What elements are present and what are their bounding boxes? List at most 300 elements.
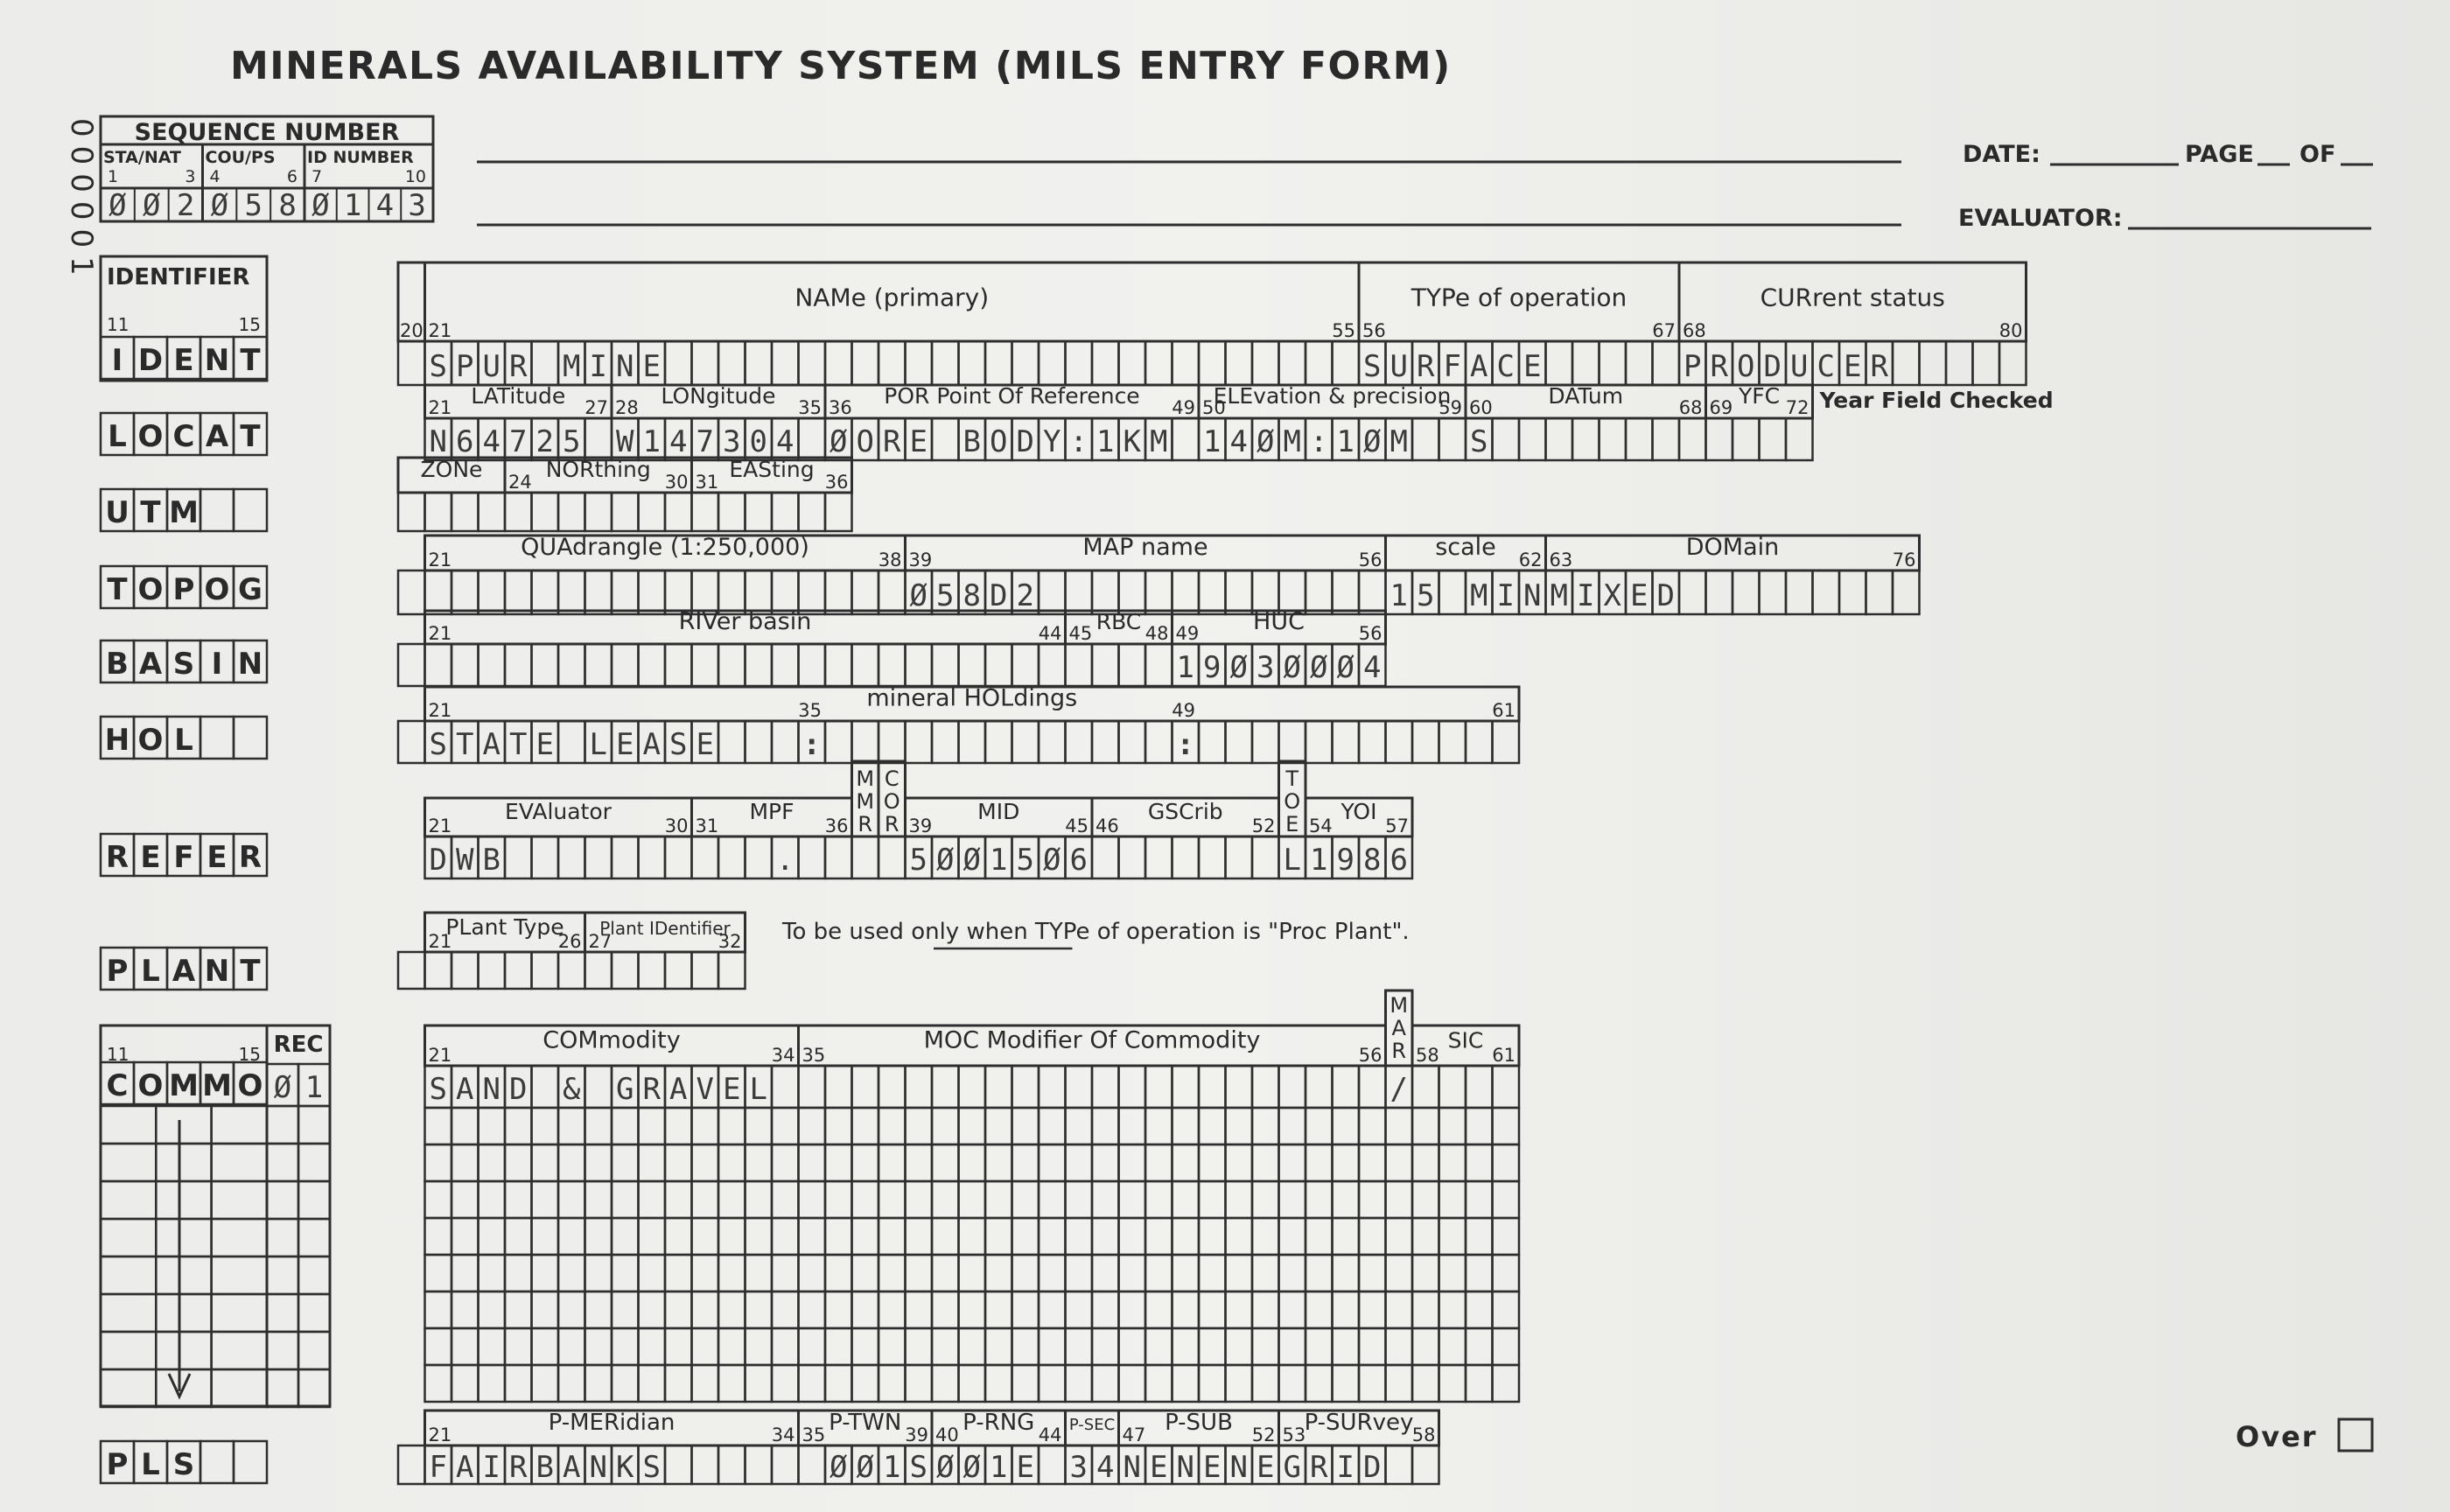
commo-rec-repeat-cell[interactable] bbox=[267, 1144, 298, 1181]
char-cell[interactable] bbox=[612, 952, 639, 989]
char-cell[interactable] bbox=[1172, 1292, 1200, 1328]
char-cell[interactable] bbox=[1359, 1218, 1386, 1255]
char-cell[interactable] bbox=[825, 644, 852, 686]
char-cell[interactable] bbox=[1786, 418, 1813, 460]
char-cell[interactable] bbox=[639, 493, 666, 531]
char-cell[interactable] bbox=[906, 1365, 933, 1402]
char-cell[interactable] bbox=[1600, 418, 1627, 460]
char-cell[interactable] bbox=[718, 1446, 746, 1484]
char-cell[interactable] bbox=[665, 1255, 692, 1292]
char-cell[interactable] bbox=[1306, 1365, 1333, 1402]
char-cell[interactable] bbox=[1039, 1144, 1066, 1181]
char-cell[interactable] bbox=[1145, 1292, 1172, 1328]
char-cell[interactable] bbox=[692, 952, 719, 989]
commo-repeat-cell[interactable] bbox=[101, 1181, 156, 1219]
char-cell[interactable] bbox=[1893, 341, 1920, 385]
char-cell[interactable] bbox=[1439, 1144, 1466, 1181]
char-cell[interactable] bbox=[452, 1328, 479, 1365]
commo-repeat-cell[interactable] bbox=[156, 1294, 211, 1332]
char-cell[interactable] bbox=[1012, 1108, 1040, 1144]
char-cell[interactable] bbox=[1199, 836, 1226, 878]
char-cell[interactable] bbox=[1172, 418, 1200, 460]
char-cell[interactable] bbox=[1092, 1108, 1119, 1144]
char-cell[interactable] bbox=[1706, 570, 1733, 614]
char-cell[interactable] bbox=[1466, 721, 1493, 763]
char-cell[interactable] bbox=[932, 1144, 959, 1181]
char-cell[interactable] bbox=[1066, 721, 1093, 763]
commo-repeat-cell[interactable] bbox=[212, 1219, 267, 1256]
char-cell[interactable] bbox=[825, 1255, 852, 1292]
char-cell[interactable] bbox=[1012, 1218, 1040, 1255]
char-cell[interactable] bbox=[585, 1292, 612, 1328]
char-cell[interactable] bbox=[1039, 1181, 1066, 1218]
char-cell[interactable] bbox=[746, 1181, 773, 1218]
char-cell[interactable] bbox=[718, 1365, 746, 1402]
commo-repeat-cell[interactable] bbox=[212, 1144, 267, 1181]
char-cell[interactable] bbox=[452, 952, 479, 989]
char-cell[interactable] bbox=[799, 1292, 826, 1328]
char-cell[interactable] bbox=[1493, 1365, 1520, 1402]
commo-repeat-cell[interactable] bbox=[156, 1181, 211, 1219]
char-cell[interactable] bbox=[718, 493, 746, 531]
char-cell[interactable] bbox=[1199, 1328, 1226, 1365]
char-cell[interactable] bbox=[959, 1218, 986, 1255]
char-cell[interactable] bbox=[799, 341, 826, 385]
char-cell[interactable] bbox=[692, 1446, 719, 1484]
char-cell[interactable] bbox=[1333, 1328, 1360, 1365]
char-cell[interactable] bbox=[479, 1255, 506, 1292]
char-cell[interactable] bbox=[1119, 1108, 1146, 1144]
char-cell[interactable] bbox=[1199, 721, 1226, 763]
char-cell[interactable] bbox=[558, 1328, 585, 1365]
commo-rec-repeat-cell[interactable] bbox=[298, 1256, 330, 1294]
char-cell[interactable] bbox=[692, 836, 719, 878]
char-cell[interactable] bbox=[1066, 1144, 1093, 1181]
char-cell[interactable] bbox=[1359, 570, 1386, 614]
char-cell[interactable] bbox=[1226, 1181, 1253, 1218]
char-cell[interactable] bbox=[479, 1144, 506, 1181]
char-cell[interactable] bbox=[558, 1144, 585, 1181]
char-cell[interactable] bbox=[1092, 1255, 1119, 1292]
char-cell[interactable] bbox=[1145, 721, 1172, 763]
char-cell[interactable] bbox=[1226, 1292, 1253, 1328]
char-cell[interactable] bbox=[985, 341, 1012, 385]
char-cell[interactable] bbox=[505, 952, 532, 989]
char-cell[interactable] bbox=[1252, 341, 1279, 385]
char-cell[interactable] bbox=[1626, 418, 1653, 460]
char-cell[interactable] bbox=[1066, 1292, 1093, 1328]
char-cell[interactable] bbox=[1145, 570, 1172, 614]
char-cell[interactable] bbox=[1226, 1328, 1253, 1365]
char-cell[interactable] bbox=[1119, 836, 1146, 878]
char-cell[interactable] bbox=[585, 1328, 612, 1365]
commo-rec-repeat-cell[interactable] bbox=[298, 1181, 330, 1219]
char-cell[interactable] bbox=[878, 721, 906, 763]
char-cell[interactable] bbox=[479, 1328, 506, 1365]
char-cell[interactable] bbox=[932, 418, 959, 460]
char-cell[interactable] bbox=[825, 1144, 852, 1181]
char-cell[interactable] bbox=[532, 493, 559, 531]
char-cell[interactable] bbox=[746, 836, 773, 878]
char-cell[interactable] bbox=[932, 1255, 959, 1292]
char-cell[interactable] bbox=[799, 1181, 826, 1218]
char-cell[interactable] bbox=[1252, 1218, 1279, 1255]
char-cell[interactable] bbox=[906, 1108, 933, 1144]
char-cell[interactable] bbox=[985, 1292, 1012, 1328]
char-cell[interactable] bbox=[1066, 1328, 1093, 1365]
char-cell[interactable] bbox=[772, 1181, 799, 1218]
char-cell[interactable] bbox=[452, 1218, 479, 1255]
char-cell[interactable] bbox=[1226, 836, 1253, 878]
commo-repeat-cell[interactable] bbox=[101, 1294, 156, 1332]
char-cell[interactable] bbox=[505, 644, 532, 686]
char-cell[interactable] bbox=[906, 1255, 933, 1292]
char-cell[interactable] bbox=[639, 1108, 666, 1144]
char-cell[interactable] bbox=[558, 836, 585, 878]
char-cell[interactable] bbox=[959, 341, 986, 385]
commo-repeat-cell[interactable] bbox=[101, 1144, 156, 1181]
char-cell[interactable] bbox=[1199, 570, 1226, 614]
char-cell[interactable] bbox=[1813, 570, 1840, 614]
char-cell[interactable] bbox=[532, 1365, 559, 1402]
char-cell[interactable] bbox=[452, 644, 479, 686]
char-cell[interactable] bbox=[1252, 1108, 1279, 1144]
char-cell[interactable] bbox=[852, 1066, 879, 1108]
commo-repeat-cell[interactable] bbox=[101, 1256, 156, 1294]
char-cell[interactable] bbox=[906, 1181, 933, 1218]
char-cell[interactable] bbox=[425, 570, 452, 614]
char-cell[interactable] bbox=[665, 1181, 692, 1218]
commo-repeat-cell[interactable] bbox=[101, 1332, 156, 1369]
char-cell[interactable] bbox=[799, 1328, 826, 1365]
char-cell[interactable] bbox=[1039, 1066, 1066, 1108]
char-cell[interactable] bbox=[1333, 721, 1360, 763]
char-cell[interactable] bbox=[692, 1292, 719, 1328]
commo-rec-repeat-cell[interactable] bbox=[267, 1219, 298, 1256]
char-cell[interactable] bbox=[746, 1108, 773, 1144]
char-cell[interactable] bbox=[1760, 570, 1787, 614]
char-cell[interactable] bbox=[532, 1218, 559, 1255]
char-cell[interactable] bbox=[718, 644, 746, 686]
char-cell[interactable] bbox=[639, 644, 666, 686]
char-cell[interactable] bbox=[1119, 1365, 1146, 1402]
char-cell[interactable] bbox=[1893, 570, 1920, 614]
char-cell[interactable] bbox=[532, 1066, 559, 1108]
char-cell[interactable] bbox=[532, 1108, 559, 1144]
char-cell[interactable] bbox=[425, 1108, 452, 1144]
char-cell[interactable] bbox=[1039, 721, 1066, 763]
char-cell[interactable] bbox=[799, 836, 826, 878]
char-cell[interactable] bbox=[398, 570, 425, 614]
char-cell[interactable] bbox=[1973, 341, 2000, 385]
char-cell[interactable] bbox=[612, 570, 639, 614]
commo-repeat-cell[interactable] bbox=[212, 1106, 267, 1144]
char-cell[interactable] bbox=[906, 1328, 933, 1365]
char-cell[interactable] bbox=[878, 1066, 906, 1108]
commo-repeat-cell[interactable] bbox=[156, 1144, 211, 1181]
char-cell[interactable] bbox=[878, 836, 906, 878]
char-cell[interactable] bbox=[505, 1108, 532, 1144]
char-cell[interactable] bbox=[425, 493, 452, 531]
char-cell[interactable] bbox=[1466, 1365, 1493, 1402]
char-cell[interactable] bbox=[1359, 1292, 1386, 1328]
char-cell[interactable] bbox=[1172, 341, 1200, 385]
char-cell[interactable] bbox=[746, 341, 773, 385]
char-cell[interactable] bbox=[799, 644, 826, 686]
commo-rec-repeat-cell[interactable] bbox=[267, 1106, 298, 1144]
char-cell[interactable] bbox=[1306, 1218, 1333, 1255]
char-cell[interactable] bbox=[1439, 570, 1466, 614]
char-cell[interactable] bbox=[479, 1181, 506, 1218]
char-cell[interactable] bbox=[1145, 1144, 1172, 1181]
char-cell[interactable] bbox=[1466, 1066, 1493, 1108]
char-cell[interactable] bbox=[985, 1108, 1012, 1144]
char-cell[interactable] bbox=[1279, 1365, 1306, 1402]
char-cell[interactable] bbox=[1199, 1181, 1226, 1218]
char-cell[interactable] bbox=[825, 1108, 852, 1144]
char-cell[interactable] bbox=[1172, 1108, 1200, 1144]
char-cell[interactable] bbox=[772, 644, 799, 686]
char-cell[interactable] bbox=[1386, 1292, 1413, 1328]
char-cell[interactable] bbox=[772, 1446, 799, 1484]
char-cell[interactable] bbox=[718, 1328, 746, 1365]
char-cell[interactable] bbox=[852, 1181, 879, 1218]
char-cell[interactable] bbox=[1039, 1292, 1066, 1328]
char-cell[interactable] bbox=[1493, 1328, 1520, 1365]
char-cell[interactable] bbox=[1493, 418, 1520, 460]
char-cell[interactable] bbox=[425, 952, 452, 989]
char-cell[interactable] bbox=[932, 1365, 959, 1402]
over-checkbox[interactable] bbox=[2339, 1419, 2372, 1451]
char-cell[interactable] bbox=[1066, 570, 1093, 614]
commo-repeat-cell[interactable] bbox=[101, 1369, 156, 1407]
char-cell[interactable] bbox=[985, 721, 1012, 763]
char-cell[interactable] bbox=[959, 1108, 986, 1144]
char-cell[interactable] bbox=[1572, 418, 1600, 460]
char-cell[interactable] bbox=[1092, 341, 1119, 385]
char-cell[interactable] bbox=[1306, 1108, 1333, 1144]
char-cell[interactable] bbox=[852, 644, 879, 686]
char-cell[interactable] bbox=[852, 1218, 879, 1255]
char-cell[interactable] bbox=[692, 1365, 719, 1402]
commo-rec-repeat-cell[interactable] bbox=[298, 1219, 330, 1256]
char-cell[interactable] bbox=[959, 1181, 986, 1218]
char-cell[interactable] bbox=[799, 1066, 826, 1108]
char-cell[interactable] bbox=[452, 1365, 479, 1402]
char-cell[interactable] bbox=[1066, 1255, 1093, 1292]
char-cell[interactable] bbox=[932, 1218, 959, 1255]
char-cell[interactable] bbox=[1012, 1066, 1040, 1108]
char-cell[interactable] bbox=[1145, 1365, 1172, 1402]
commo-rec-repeat-cell[interactable] bbox=[298, 1106, 330, 1144]
char-cell[interactable] bbox=[772, 1144, 799, 1181]
char-cell[interactable] bbox=[1092, 1292, 1119, 1328]
char-cell[interactable] bbox=[505, 1255, 532, 1292]
char-cell[interactable] bbox=[718, 1181, 746, 1218]
char-cell[interactable] bbox=[1012, 1292, 1040, 1328]
char-cell[interactable] bbox=[1119, 1218, 1146, 1255]
char-cell[interactable] bbox=[692, 1328, 719, 1365]
char-cell[interactable] bbox=[852, 1292, 879, 1328]
char-cell[interactable] bbox=[532, 836, 559, 878]
char-cell[interactable] bbox=[1306, 1066, 1333, 1108]
char-cell[interactable] bbox=[612, 1181, 639, 1218]
commo-rec-repeat-cell[interactable] bbox=[267, 1181, 298, 1219]
char-cell[interactable] bbox=[692, 1218, 719, 1255]
char-cell[interactable] bbox=[985, 1255, 1012, 1292]
char-cell[interactable] bbox=[746, 493, 773, 531]
char-cell[interactable] bbox=[1119, 1144, 1146, 1181]
char-cell[interactable] bbox=[1626, 341, 1653, 385]
char-cell[interactable] bbox=[1092, 1365, 1119, 1402]
char-cell[interactable] bbox=[692, 493, 719, 531]
char-cell[interactable] bbox=[1359, 1108, 1386, 1144]
char-cell[interactable] bbox=[558, 721, 585, 763]
char-cell[interactable] bbox=[1333, 341, 1360, 385]
char-cell[interactable] bbox=[799, 1144, 826, 1181]
char-cell[interactable] bbox=[425, 1144, 452, 1181]
char-cell[interactable] bbox=[799, 418, 826, 460]
char-cell[interactable] bbox=[1172, 1181, 1200, 1218]
char-cell[interactable] bbox=[1760, 418, 1787, 460]
char-cell[interactable] bbox=[1252, 1255, 1279, 1292]
char-cell[interactable] bbox=[825, 1066, 852, 1108]
char-cell[interactable] bbox=[985, 1328, 1012, 1365]
char-cell[interactable] bbox=[878, 644, 906, 686]
char-cell[interactable] bbox=[1279, 1255, 1306, 1292]
char-cell[interactable] bbox=[505, 1218, 532, 1255]
char-cell[interactable] bbox=[1226, 570, 1253, 614]
char-cell[interactable] bbox=[665, 1144, 692, 1181]
char-cell[interactable] bbox=[799, 1108, 826, 1144]
char-cell[interactable] bbox=[1145, 1328, 1172, 1365]
char-cell[interactable] bbox=[1333, 1365, 1360, 1402]
char-cell[interactable] bbox=[1092, 644, 1119, 686]
char-cell[interactable] bbox=[665, 493, 692, 531]
char-cell[interactable] bbox=[505, 836, 532, 878]
char-cell[interactable] bbox=[585, 418, 612, 460]
char-cell[interactable] bbox=[425, 1181, 452, 1218]
char-cell[interactable] bbox=[1145, 836, 1172, 878]
char-cell[interactable] bbox=[1920, 341, 1947, 385]
char-cell[interactable] bbox=[1679, 418, 1706, 460]
commo-rec-repeat-cell[interactable] bbox=[267, 1332, 298, 1369]
char-cell[interactable] bbox=[425, 1218, 452, 1255]
char-cell[interactable] bbox=[718, 1144, 746, 1181]
char-cell[interactable] bbox=[1012, 1181, 1040, 1218]
char-cell[interactable] bbox=[1226, 1108, 1253, 1144]
char-cell[interactable] bbox=[665, 952, 692, 989]
char-cell[interactable] bbox=[1653, 341, 1680, 385]
char-cell[interactable] bbox=[1572, 341, 1600, 385]
char-cell[interactable] bbox=[1066, 1181, 1093, 1218]
char-cell[interactable] bbox=[1012, 1328, 1040, 1365]
char-cell[interactable] bbox=[906, 644, 933, 686]
char-cell[interactable] bbox=[1145, 644, 1172, 686]
char-cell[interactable] bbox=[772, 1066, 799, 1108]
char-cell[interactable] bbox=[1439, 1328, 1466, 1365]
char-cell[interactable] bbox=[1386, 1144, 1413, 1181]
char-cell[interactable] bbox=[398, 721, 425, 763]
char-cell[interactable] bbox=[1493, 1218, 1520, 1255]
char-cell[interactable] bbox=[505, 1292, 532, 1328]
char-cell[interactable] bbox=[906, 721, 933, 763]
commo-rec-repeat-cell[interactable] bbox=[267, 1369, 298, 1407]
char-cell[interactable] bbox=[799, 1365, 826, 1402]
char-cell[interactable] bbox=[1092, 836, 1119, 878]
char-cell[interactable] bbox=[639, 1218, 666, 1255]
commo-repeat-cell[interactable] bbox=[212, 1181, 267, 1219]
char-cell[interactable] bbox=[1172, 1218, 1200, 1255]
char-cell[interactable] bbox=[612, 836, 639, 878]
char-cell[interactable] bbox=[1412, 1066, 1439, 1108]
char-cell[interactable] bbox=[665, 1292, 692, 1328]
char-cell[interactable] bbox=[825, 341, 852, 385]
char-cell[interactable] bbox=[1172, 1328, 1200, 1365]
char-cell[interactable] bbox=[639, 952, 666, 989]
char-cell[interactable] bbox=[1279, 1292, 1306, 1328]
char-cell[interactable] bbox=[772, 1218, 799, 1255]
char-cell[interactable] bbox=[558, 644, 585, 686]
char-cell[interactable] bbox=[639, 1365, 666, 1402]
char-cell[interactable] bbox=[1252, 1144, 1279, 1181]
char-cell[interactable] bbox=[1172, 836, 1200, 878]
char-cell[interactable] bbox=[639, 836, 666, 878]
char-cell[interactable] bbox=[746, 1218, 773, 1255]
char-cell[interactable] bbox=[612, 1365, 639, 1402]
char-cell[interactable] bbox=[1039, 570, 1066, 614]
char-cell[interactable] bbox=[505, 1365, 532, 1402]
char-cell[interactable] bbox=[1306, 1328, 1333, 1365]
char-cell[interactable] bbox=[1333, 1255, 1360, 1292]
char-cell[interactable] bbox=[1359, 1328, 1386, 1365]
char-cell[interactable] bbox=[1466, 1108, 1493, 1144]
char-cell[interactable] bbox=[665, 1365, 692, 1402]
commo-rec-repeat-cell[interactable] bbox=[298, 1294, 330, 1332]
char-cell[interactable] bbox=[932, 1181, 959, 1218]
char-cell[interactable] bbox=[985, 1144, 1012, 1181]
char-cell[interactable] bbox=[959, 1255, 986, 1292]
char-cell[interactable] bbox=[558, 1108, 585, 1144]
char-cell[interactable] bbox=[932, 1108, 959, 1144]
char-cell[interactable] bbox=[1172, 1365, 1200, 1402]
char-cell[interactable] bbox=[692, 341, 719, 385]
char-cell[interactable] bbox=[959, 1328, 986, 1365]
char-cell[interactable] bbox=[479, 1218, 506, 1255]
char-cell[interactable] bbox=[1439, 1108, 1466, 1144]
char-cell[interactable] bbox=[558, 1365, 585, 1402]
char-cell[interactable] bbox=[692, 1144, 719, 1181]
commo-repeat-cell[interactable] bbox=[156, 1219, 211, 1256]
char-cell[interactable] bbox=[1199, 1144, 1226, 1181]
char-cell[interactable] bbox=[718, 341, 746, 385]
char-cell[interactable] bbox=[1039, 1218, 1066, 1255]
char-cell[interactable] bbox=[1333, 1108, 1360, 1144]
char-cell[interactable] bbox=[505, 1328, 532, 1365]
char-cell[interactable] bbox=[612, 1292, 639, 1328]
char-cell[interactable] bbox=[532, 1181, 559, 1218]
char-cell[interactable] bbox=[1039, 644, 1066, 686]
char-cell[interactable] bbox=[1199, 1365, 1226, 1402]
char-cell[interactable] bbox=[1012, 1255, 1040, 1292]
char-cell[interactable] bbox=[1412, 1365, 1439, 1402]
commo-repeat-cell[interactable] bbox=[156, 1256, 211, 1294]
char-cell[interactable] bbox=[398, 493, 425, 531]
char-cell[interactable] bbox=[878, 570, 906, 614]
char-cell[interactable] bbox=[772, 1365, 799, 1402]
char-cell[interactable] bbox=[852, 1144, 879, 1181]
char-cell[interactable] bbox=[906, 341, 933, 385]
